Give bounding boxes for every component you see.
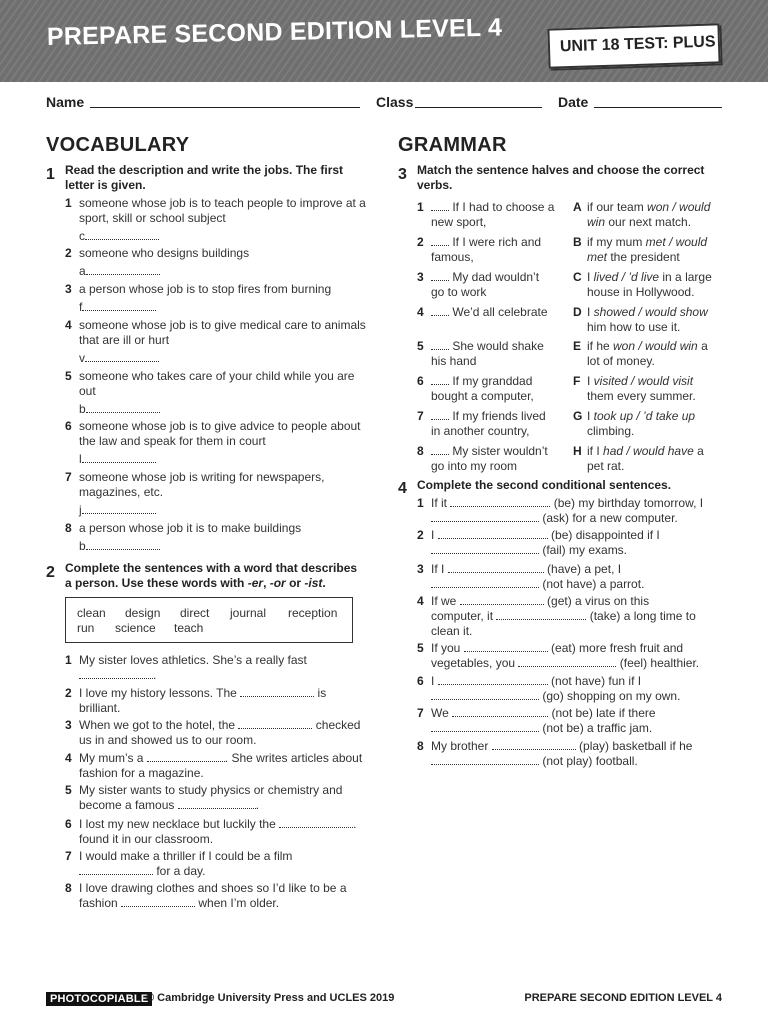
item-text: (feel) healthier. — [619, 656, 700, 670]
item-text: My sister wouldn’t — [452, 444, 548, 458]
item-number: 6 — [65, 419, 72, 433]
item-text: our next match. — [605, 215, 692, 229]
item-text: (not play) football. — [542, 754, 638, 768]
verb-choice[interactable]: had / would have — [603, 444, 694, 458]
sentence-item — [79, 653, 374, 683]
class-field[interactable] — [415, 107, 542, 108]
verb-choice[interactable]: showed / would show — [593, 305, 708, 319]
sentence-half — [431, 305, 566, 320]
item-text: She would shake — [452, 339, 544, 353]
item-text: someone whose job is to give advice to people about the law and speak for them in court — [79, 419, 361, 448]
first-letter: j — [79, 503, 82, 517]
item-text: become a famous — [79, 798, 175, 812]
item-number: 2 — [65, 246, 72, 260]
item-number: 1 — [417, 496, 424, 510]
item-number: 8 — [417, 739, 424, 753]
item-number: 8 — [417, 444, 424, 458]
item-text: if I — [587, 444, 604, 458]
answer-blank[interactable] — [86, 402, 160, 413]
sentence-item — [431, 706, 723, 736]
sentence-half — [431, 444, 566, 474]
item-number: 7 — [417, 409, 424, 423]
answer-blank[interactable] — [82, 503, 156, 514]
item-number: 1 — [65, 196, 72, 210]
sentence-item — [431, 641, 723, 671]
sentence-item — [431, 562, 723, 592]
item-text: fashion — [79, 896, 118, 910]
unit-label: UNIT 18 TEST: PLUS — [559, 33, 716, 56]
item-text: vegetables, you — [431, 656, 516, 670]
item-text: . — [353, 817, 357, 831]
item-number: 7 — [65, 470, 72, 484]
sentence-item — [79, 849, 374, 879]
first-letter: a — [79, 264, 86, 278]
answer-blank[interactable] — [79, 864, 153, 875]
exercise-instruction: Complete the sentences with a word that describes a person. Use these words with -er, -or or -ist. — [65, 561, 358, 590]
option-letter: A — [573, 200, 582, 214]
answer-line — [79, 452, 156, 467]
answer-blank[interactable] — [86, 264, 160, 275]
answer-blank[interactable] — [496, 609, 586, 620]
sentence-item — [79, 783, 374, 813]
answer-blank[interactable] — [431, 235, 449, 246]
answer-line — [79, 503, 156, 518]
item-text: . She writes articles about — [224, 751, 363, 765]
answer-line — [79, 300, 156, 315]
sentence-item — [79, 817, 374, 847]
verb-choice[interactable]: lived / ’d live — [593, 270, 660, 284]
date-label: Date — [558, 94, 589, 110]
item-text: brilliant. — [79, 701, 121, 715]
item-text: someone who takes care of your child while you are out — [79, 369, 355, 398]
answer-blank[interactable] — [452, 706, 548, 717]
item-text: computer, it — [431, 609, 494, 623]
class-label: Class — [376, 94, 414, 110]
item-number: 4 — [417, 594, 424, 608]
option-letter: E — [573, 339, 582, 353]
item-text: If we — [431, 594, 457, 608]
item-number: 8 — [65, 881, 72, 895]
item-text: a — [693, 444, 704, 458]
answer-blank[interactable] — [240, 686, 314, 697]
item-text: If my friends lived — [452, 409, 546, 423]
name-field[interactable] — [90, 107, 360, 108]
answer-blank[interactable] — [431, 511, 539, 522]
option-letter: C — [573, 270, 582, 284]
verb-choice[interactable]: took up / ’d take up — [593, 409, 696, 423]
item-text: (get) a virus on this — [547, 594, 650, 608]
date-field[interactable] — [594, 107, 722, 108]
exercise-number: 1 — [46, 166, 55, 183]
footer-level: PREPARE SECOND EDITION LEVEL 4 — [524, 992, 722, 1004]
answer-blank[interactable] — [431, 689, 539, 700]
answer-blank[interactable] — [492, 739, 576, 750]
sentence-ending — [587, 200, 727, 230]
item-text: fashion for a magazine. — [79, 766, 204, 780]
sentence-ending — [587, 339, 727, 369]
item-text: house in Hollywood. — [587, 285, 695, 299]
answer-blank[interactable] — [431, 409, 449, 420]
item-number: 6 — [65, 817, 72, 831]
sentence-half — [431, 200, 566, 230]
option-letter: D — [573, 305, 582, 319]
page-title: PREPARE SECOND EDITION LEVEL 4 — [46, 13, 503, 51]
item-text: (eat) more fresh fruit and — [551, 641, 684, 655]
item-text: If you — [431, 641, 461, 655]
verb-choice[interactable]: won / would win — [613, 339, 698, 353]
item-number: 1 — [417, 200, 424, 214]
item-number: 3 — [417, 562, 424, 576]
sentence-ending — [587, 270, 727, 300]
option-letter: F — [573, 374, 581, 388]
option-letter: H — [573, 444, 582, 458]
exercise-instruction: Read the description and write the jobs. The first letter is given. — [65, 163, 344, 192]
item-text: (not be) late if there — [551, 706, 656, 720]
answer-blank[interactable] — [450, 496, 550, 507]
unit-label-box — [547, 23, 720, 68]
sentence-item — [79, 718, 374, 748]
sentence-half — [431, 409, 566, 439]
answer-blank[interactable] — [438, 674, 548, 685]
item-text: My mum’s a — [79, 751, 144, 765]
item-number: 6 — [417, 374, 424, 388]
item-text: We — [431, 706, 449, 720]
item-text: If I — [431, 562, 445, 576]
item-text: his hand — [431, 354, 477, 368]
vocabulary-heading: VOCABULARY — [46, 134, 190, 156]
answer-blank[interactable] — [431, 721, 539, 732]
item-number: 2 — [417, 235, 424, 249]
item-text: My sister wants to study physics or chemistry and — [79, 783, 343, 797]
item-text: someone whose job is to teach people to improve at a sport, skill or school subject — [79, 196, 366, 225]
answer-blank[interactable] — [82, 452, 156, 463]
item-text: I lost my new necklace but luckily the — [79, 817, 276, 831]
answer-blank[interactable] — [147, 751, 225, 762]
sentence-ending — [587, 409, 727, 439]
item-text: bought a computer, — [431, 389, 534, 403]
exercise-instruction: Match the sentence halves and choose the correct verbs. — [417, 163, 705, 192]
item-text: When we got to the hotel, the — [79, 718, 236, 732]
item-text: I — [587, 270, 594, 284]
sentence-ending — [587, 235, 727, 265]
item-text: My brother — [431, 739, 489, 753]
item-number: 4 — [65, 751, 72, 765]
answer-blank[interactable] — [431, 754, 539, 765]
item-text: the president — [607, 250, 680, 264]
item-text: I — [587, 305, 594, 319]
item-text: If it — [431, 496, 448, 510]
item-text: someone whose job is to give medical care to animals that are ill or hurt — [79, 318, 366, 347]
item-text: (be) my birthday tomorrow, I — [553, 496, 704, 510]
exercise-number: 2 — [46, 564, 55, 581]
verb-choice[interactable]: met / would — [645, 235, 708, 249]
answer-blank[interactable] — [178, 798, 256, 809]
sentence-item — [431, 496, 723, 526]
item-text: someone whose job is writing for newspapers, magazines, etc. — [79, 470, 325, 499]
item-text: (not be) a traffic jam. — [542, 721, 653, 735]
item-text: go to work — [431, 285, 487, 299]
answer-blank[interactable] — [431, 444, 449, 455]
option-letter: G — [573, 409, 583, 423]
sentence-ending — [587, 305, 727, 335]
word-box-word: reception — [288, 606, 338, 620]
name-label: Name — [46, 94, 85, 110]
item-number: 7 — [65, 849, 72, 863]
item-text: I would make a thriller if I could be a film — [79, 849, 293, 863]
answer-blank[interactable] — [448, 562, 544, 573]
verb-choice[interactable]: win — [587, 215, 606, 229]
answer-line — [79, 539, 160, 554]
item-text: famous, — [431, 250, 474, 264]
answer-blank[interactable] — [431, 543, 539, 554]
item-text: (fail) my exams. — [542, 543, 628, 557]
item-text: us in and showed us to our room. — [79, 733, 257, 747]
item-text: climbing. — [587, 424, 635, 438]
word-box-word: direct — [180, 606, 210, 620]
item-number: 2 — [65, 686, 72, 700]
verb-choice[interactable]: met — [587, 250, 608, 264]
first-letter: f — [79, 300, 83, 314]
item-number: 3 — [65, 282, 72, 296]
item-text: (be) disappointed if I — [551, 528, 660, 542]
item-number: 5 — [65, 783, 72, 797]
sentence-item — [431, 594, 723, 639]
item-text: (ask) for a new computer. — [542, 511, 678, 525]
word-box-word: journal — [230, 606, 267, 620]
answer-blank[interactable] — [79, 668, 153, 679]
item-text: a — [697, 339, 708, 353]
item-text: I — [431, 528, 435, 542]
first-letter: l — [79, 452, 82, 466]
item-text: if my mum — [587, 235, 646, 249]
item-text: when I’m older. — [195, 896, 280, 910]
answer-blank[interactable] — [431, 270, 449, 281]
answer-blank[interactable] — [238, 718, 312, 729]
answer-line — [79, 402, 160, 417]
item-text: (go) shopping on my own. — [542, 689, 681, 703]
verb-choice[interactable]: visited / would visit — [593, 374, 694, 388]
item-text: in a large — [659, 270, 712, 284]
item-text: I love my history lessons. The — [79, 686, 237, 700]
sentence-half — [431, 270, 566, 300]
word-box-word: science — [115, 621, 156, 635]
first-letter: c — [79, 229, 85, 243]
item-text: pet rat. — [587, 459, 625, 473]
item-text: found it in our classroom. — [79, 832, 214, 846]
answer-blank[interactable] — [85, 229, 159, 240]
word-box-word: teach — [174, 621, 204, 635]
first-letter: b — [79, 402, 86, 416]
item-text: I — [587, 374, 594, 388]
item-number: 5 — [417, 641, 424, 655]
word-box-word: clean — [77, 606, 106, 620]
exercise-instruction: Complete the second conditional sentences. — [417, 478, 672, 492]
option-letter: B — [573, 235, 582, 249]
answer-blank[interactable] — [431, 305, 449, 316]
item-number: 5 — [417, 339, 424, 353]
item-number: 8 — [65, 521, 72, 535]
answer-blank[interactable] — [86, 539, 160, 550]
item-text: I love drawing clothes and shoes so I’d like to be a — [79, 881, 347, 895]
sentence-half — [431, 374, 566, 404]
answer-blank[interactable] — [518, 656, 616, 667]
item-text: . — [153, 668, 157, 682]
exercise-number: 3 — [398, 166, 407, 183]
answer-blank[interactable] — [431, 374, 449, 385]
sentence-ending — [587, 444, 727, 474]
answer-blank[interactable] — [431, 339, 449, 350]
sentence-half — [431, 339, 566, 369]
word-box-word: design — [125, 606, 161, 620]
copyright-text: © Cambridge University Press and UCLES 2019 — [146, 992, 395, 1004]
item-number: 2 — [417, 528, 424, 542]
item-text: I — [587, 409, 594, 423]
sentence-item — [431, 674, 723, 704]
answer-blank[interactable] — [460, 594, 544, 605]
answer-blank[interactable] — [85, 351, 159, 362]
first-letter: b — [79, 539, 86, 553]
item-number: 3 — [65, 718, 72, 732]
word-box — [65, 597, 353, 643]
item-text: My dad wouldn’t — [452, 270, 540, 284]
item-text: is — [314, 686, 327, 700]
item-text: new sport, — [431, 215, 487, 229]
item-text: lot of money. — [587, 354, 655, 368]
item-text: if he — [587, 339, 614, 353]
item-text: If I were rich and — [452, 235, 542, 249]
item-text: checked — [312, 718, 361, 732]
item-text: . — [255, 798, 260, 812]
item-text: (have) a pet, I — [547, 562, 622, 576]
item-text: a person whose job is to stop fires from burning — [79, 282, 332, 296]
sentence-half — [431, 235, 566, 265]
sentence-item — [79, 881, 374, 911]
item-text: in another country, — [431, 424, 530, 438]
photocopiable-badge: PHOTOCOPIABLE — [46, 992, 152, 1006]
item-number: 1 — [65, 653, 72, 667]
item-text: clean it. — [431, 624, 473, 638]
sentence-item — [79, 751, 374, 781]
sentence-ending — [587, 374, 727, 404]
item-text: If I had to choose a — [452, 200, 555, 214]
item-text: (play) basketball if he — [579, 739, 693, 753]
item-number: 3 — [417, 270, 424, 284]
item-text: We’d all celebrate — [452, 305, 548, 319]
item-number: 5 — [65, 369, 72, 383]
item-text: (not have) a parrot. — [542, 577, 645, 591]
answer-line — [79, 351, 159, 366]
sentence-item — [79, 686, 374, 716]
item-number: 7 — [417, 706, 424, 720]
verb-choice[interactable]: won / would — [647, 200, 711, 214]
item-text: someone who designs buildings — [79, 246, 250, 260]
grammar-heading: GRAMMAR — [398, 134, 507, 156]
item-text: if our team — [587, 200, 648, 214]
answer-blank[interactable] — [431, 200, 449, 211]
answer-blank[interactable] — [431, 577, 539, 588]
item-text: My sister loves athletics. She’s a really fast — [79, 653, 307, 667]
item-text: (take) a long time to — [589, 609, 696, 623]
item-number: 4 — [65, 318, 72, 332]
sentence-item — [431, 739, 723, 769]
item-text: for a day. — [153, 864, 206, 878]
answer-line — [79, 264, 160, 279]
header-banner — [0, 0, 768, 82]
item-text: him how to use it. — [587, 320, 681, 334]
answer-blank[interactable] — [121, 896, 195, 907]
item-number: 6 — [417, 674, 424, 688]
item-text: a person whose job it is to make buildings — [79, 521, 302, 535]
answer-blank[interactable] — [438, 528, 548, 539]
exercise-number: 4 — [398, 480, 407, 497]
sentence-item — [431, 528, 723, 558]
item-text: I — [431, 674, 435, 688]
first-letter: v — [79, 351, 85, 365]
item-number: 4 — [417, 305, 424, 319]
answer-blank[interactable] — [464, 641, 548, 652]
item-text: (not have) fun if I — [551, 674, 642, 688]
answer-blank[interactable] — [82, 300, 156, 311]
answer-line — [79, 229, 159, 244]
answer-blank[interactable] — [279, 817, 353, 828]
item-text: go into my room — [431, 459, 518, 473]
item-text: them every summer. — [587, 389, 696, 403]
word-box-word: run — [77, 621, 95, 635]
item-text: If my granddad — [452, 374, 533, 388]
